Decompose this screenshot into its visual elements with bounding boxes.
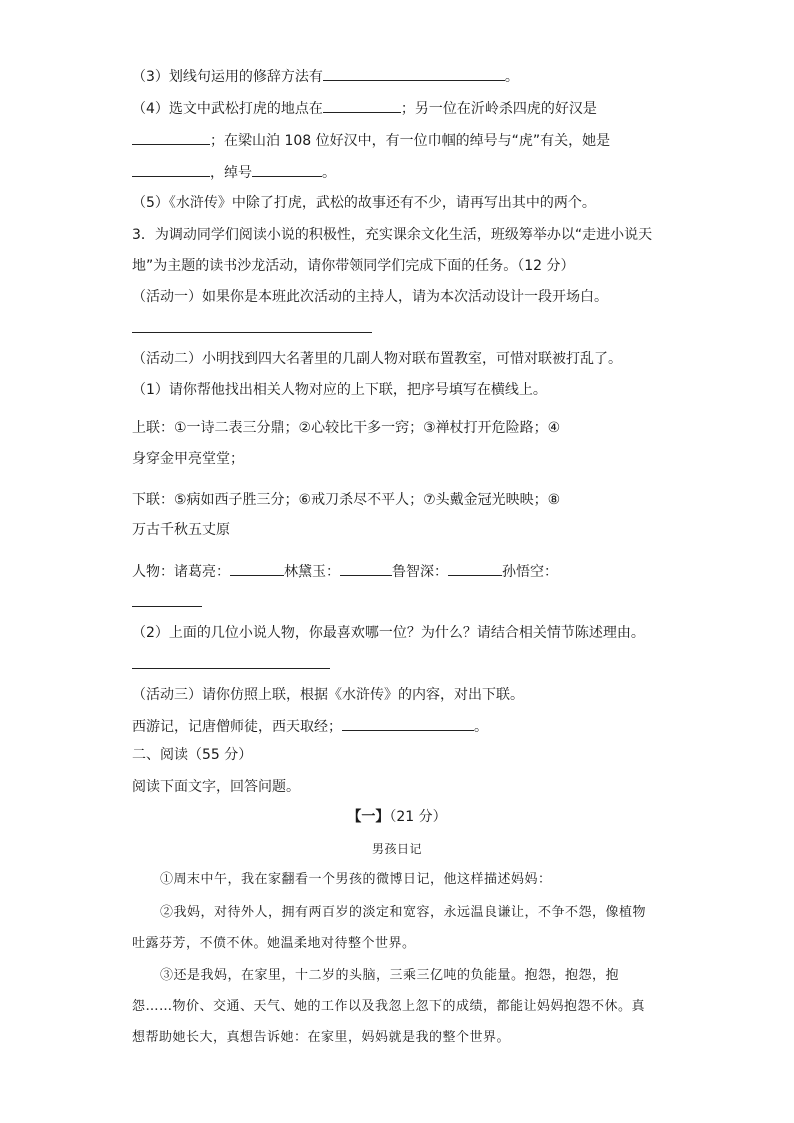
upper-couplets-line-1: 上联：①一诗二表三分鼎；②心较比干多一窍；③禅杖打开危险路；④ xyxy=(132,420,561,436)
question-4-text: ；另一位在沂岭杀四虎的好汉是 xyxy=(400,101,597,117)
activity-2-sub-1: （1）请你帮他找出相关人物对应的上下联，把序号填写在横线上。 xyxy=(132,382,547,398)
people-matching xyxy=(132,561,558,582)
answer-blank[interactable] xyxy=(230,561,284,576)
people-label: 林黛玉： xyxy=(284,564,340,580)
question-three-line-1: 3．为调动同学们阅读小说的积极性，充实课余文化生活，班级筹举办以“走进小说天 xyxy=(132,227,653,243)
activity-3-line xyxy=(132,716,488,737)
question-4-line-3 xyxy=(132,162,336,183)
question-4-line-1 xyxy=(132,98,597,119)
answer-line[interactable] xyxy=(132,332,372,333)
people-label: 人物：诸葛亮： xyxy=(132,564,230,580)
punctuation: 。 xyxy=(474,719,488,735)
answer-blank[interactable] xyxy=(252,162,322,177)
upper-couplets-line-2: 身穿金甲亮堂堂； xyxy=(132,451,244,467)
activity-1: （活动一）如果你是本班此次活动的主持人，请为本次活动设计一段开场白。 xyxy=(132,289,608,305)
question-3 xyxy=(132,66,519,87)
lower-couplets-line-1: 下联：⑤病如西子胜三分；⑥戒刀杀尽不平人；⑦头戴金冠光映映；⑧ xyxy=(132,492,561,508)
people-label: 孙悟空： xyxy=(502,564,558,580)
passage-title: 男孩日记 xyxy=(371,842,422,856)
answer-blank[interactable] xyxy=(448,561,502,576)
people-label: 鲁智深： xyxy=(392,564,448,580)
lower-couplets-line-2: 万古千秋五丈原 xyxy=(132,522,230,538)
paragraph-1: ①周末中午，我在家翻看一个男孩的微博日记，他这样描述妈妈： xyxy=(160,872,552,887)
answer-blank[interactable] xyxy=(323,66,505,81)
paragraph-3-line-3: 想帮助她长大，真想告诉她：在家里，妈妈就是我的整个世界。 xyxy=(132,1030,511,1045)
answer-line[interactable] xyxy=(132,668,330,669)
question-3-text: （3）划线句运用的修辞方法有 xyxy=(132,69,323,85)
paragraph-3-line-1: ③还是我妈，在家里，十二岁的头脑，三乘三亿吨的负能量。抱怨，抱怨，抱 xyxy=(160,968,620,983)
paragraph-3-line-2: 怨……物价、交通、天气、她的工作以及我忽上忽下的成绩，都能让妈妈抱怨不休。真 xyxy=(132,999,646,1014)
activity-2: （活动二）小明找到四大名著里的几副人物对联布置教室，可惜对联被打乱了。 xyxy=(132,351,622,367)
couplet-upper: 西游记，记唐僧师徒，西天取经； xyxy=(132,719,342,735)
question-4-text: ；在梁山泊 108 位好汉中，有一位巾帼的绰号与“虎”有关，她是 xyxy=(210,133,611,149)
answer-line[interactable] xyxy=(132,606,202,607)
answer-blank[interactable] xyxy=(132,162,210,177)
paragraph-2-line-1: ②我妈，对待外人，拥有两百岁的淡定和宽容，永远温良谦让，不争不怨，像植物 xyxy=(160,905,647,920)
punctuation: 。 xyxy=(322,165,336,181)
passage-number: 【一】 xyxy=(347,809,390,825)
section-2-title: 二、阅读（55 分） xyxy=(132,747,253,763)
answer-blank[interactable] xyxy=(340,561,392,576)
question-4-line-2 xyxy=(132,130,610,151)
section-2-instruction: 阅读下面文字，回答问题。 xyxy=(132,779,300,795)
question-three-line-2: 地”为主题的读书沙龙活动，请你带领同学们完成下面的任务。（12 分） xyxy=(132,258,575,274)
passage-header xyxy=(0,807,794,827)
answer-blank[interactable] xyxy=(342,716,474,731)
answer-blank[interactable] xyxy=(323,98,401,113)
question-4-text: （4）选文中武松打虎的地点在 xyxy=(132,101,323,117)
passage-points: （21 分） xyxy=(389,809,447,825)
punctuation: 。 xyxy=(504,69,519,85)
activity-2-sub-2: （2）上面的几位小说人物，你最喜欢哪一位？为什么？请结合相关情节陈述理由。 xyxy=(132,625,645,641)
answer-blank[interactable] xyxy=(132,130,210,145)
paragraph-2-line-2: 吐露芬芳，不偾不休。她温柔地对待整个世界。 xyxy=(132,936,416,951)
activity-3: （活动三）请你仿照上联，根据《水浒传》的内容，对出下联。 xyxy=(132,687,524,703)
question-5: （5）《水浒传》中除了打虎，武松的故事还有不少，请再写出其中的两个。 xyxy=(132,195,596,211)
question-4-text: ，绰号 xyxy=(210,165,252,181)
